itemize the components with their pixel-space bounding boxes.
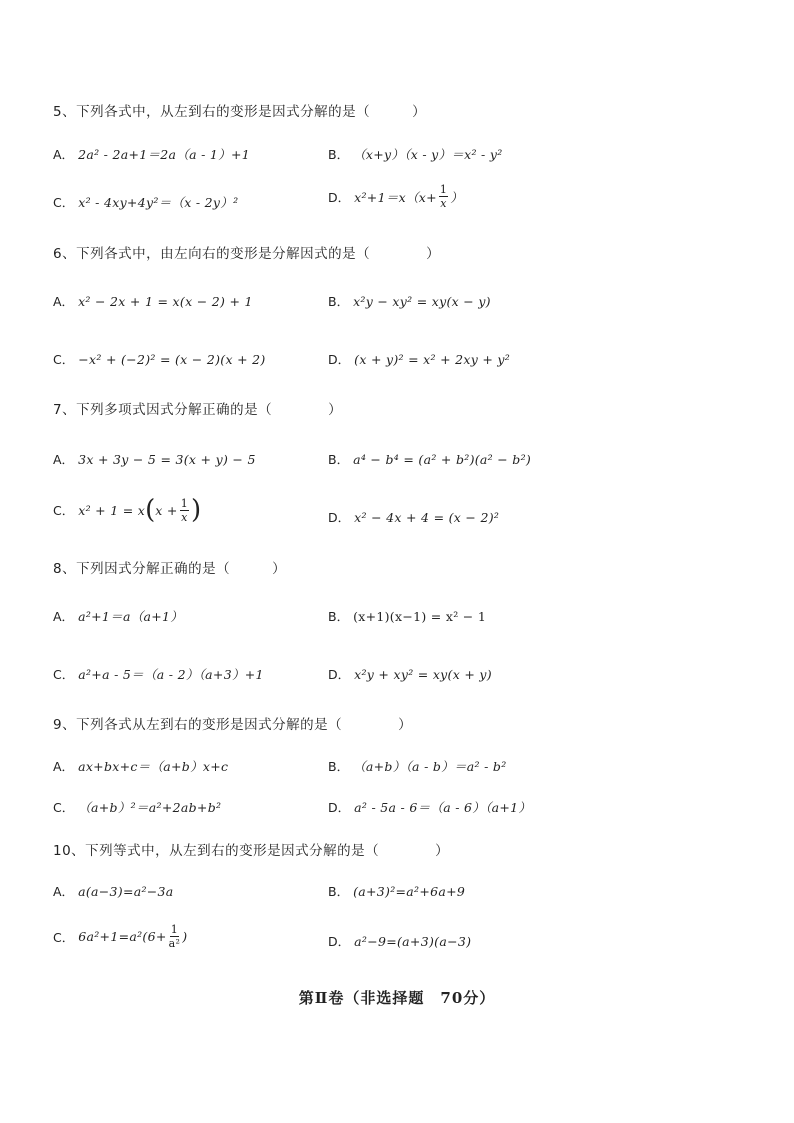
fraction: $\frac{1}{\text{a²}}$ — [168, 923, 181, 950]
question-6-stem: 6、下列各式中，由左向右的变形是分解因式的是（ ） — [53, 246, 441, 262]
q5-option-a: A． 2a² - 2a+1＝2a（a - 1）+1 — [53, 147, 250, 162]
q5-option-c: C． x² - 4xy+4y²＝（x - 2y）² — [53, 195, 239, 210]
q7-option-a: A． 3x + 3y − 5 = 3(x + y) − 5 — [53, 451, 256, 467]
q5-option-d: D． x²+1＝x（x+ $\frac{1}{x}$ ） — [328, 183, 464, 210]
q9-option-c: C． （a+b）²＝a²+2ab+b² — [53, 800, 222, 815]
q7-option-c: C． x² + 1 = x ( x + $\frac{1}{x}$ ) — [53, 495, 202, 525]
section-title: 第Ⅱ卷（非选择题 70分） — [298, 989, 496, 1007]
q7-option-b: B． a⁴ − b⁴ = (a² + b²)(a² − b²) — [328, 451, 532, 467]
left-paren: ( — [145, 495, 156, 525]
q8-option-b: B． (x+1)(x−1) = x² − 1 — [328, 608, 487, 624]
q9-option-b: B． （a+b）（a - b）＝a² - b² — [328, 759, 507, 774]
q10-option-d: D． a²−9=(a+3)(a−3) — [328, 933, 472, 949]
q9-option-a: A． ax+bx+c＝（a+b）x+c — [53, 759, 229, 774]
q6-option-b: B． x²y − xy² = xy(x − y) — [328, 293, 491, 309]
fraction: $\frac{1}{x}$ — [439, 183, 448, 210]
question-7-stem: 7、下列多项式因式分解正确的是（ ） — [53, 402, 343, 418]
q5-option-b: B． （x+y）（x - y）＝x² - y² — [328, 147, 503, 162]
q6-option-a: A． x² − 2x + 1 = x(x − 2) + 1 — [53, 293, 253, 309]
q8-option-d: D． x²y + xy² = xy(x + y) — [328, 666, 492, 682]
fraction: $\frac{1}{x}$ — [180, 496, 189, 524]
right-paren: ) — [191, 495, 202, 525]
q10-option-c: C． 6a²+1=a²(6+ $\frac{1}{\text{a²}}$ ) — [53, 923, 188, 950]
q9-option-d: D． a² - 5a - 6＝（a - 6）（a+1） — [328, 800, 532, 815]
question-10-stem: 10、下列等式中，从左到右的变形是因式分解的是（ ） — [53, 843, 450, 859]
question-9-stem: 9、下列各式从左到右的变形是因式分解的是（ ） — [53, 717, 413, 733]
q10-option-b: B． (a+3)²=a²+6a+9 — [328, 883, 466, 899]
question-5-stem: 5、下列各式中，从左到右的变形是因式分解的是（ ） — [53, 104, 427, 120]
q6-option-c: C． −x² + (−2)² = (x − 2)(x + 2) — [53, 351, 266, 367]
question-8-stem: 8、下列因式分解正确的是（ ） — [53, 561, 287, 577]
q8-option-c: C． a²+a - 5＝（a - 2）（a+3）+1 — [53, 667, 264, 682]
q8-option-a: A． a²+1＝a（a+1） — [53, 609, 184, 624]
q10-option-a: A． a(a−3)=a²−3a — [53, 883, 174, 899]
q6-option-d: D． (x + y)² = x² + 2xy + y² — [328, 351, 511, 367]
q7-option-d: D． x² − 4x + 4 = (x − 2)² — [328, 509, 500, 525]
